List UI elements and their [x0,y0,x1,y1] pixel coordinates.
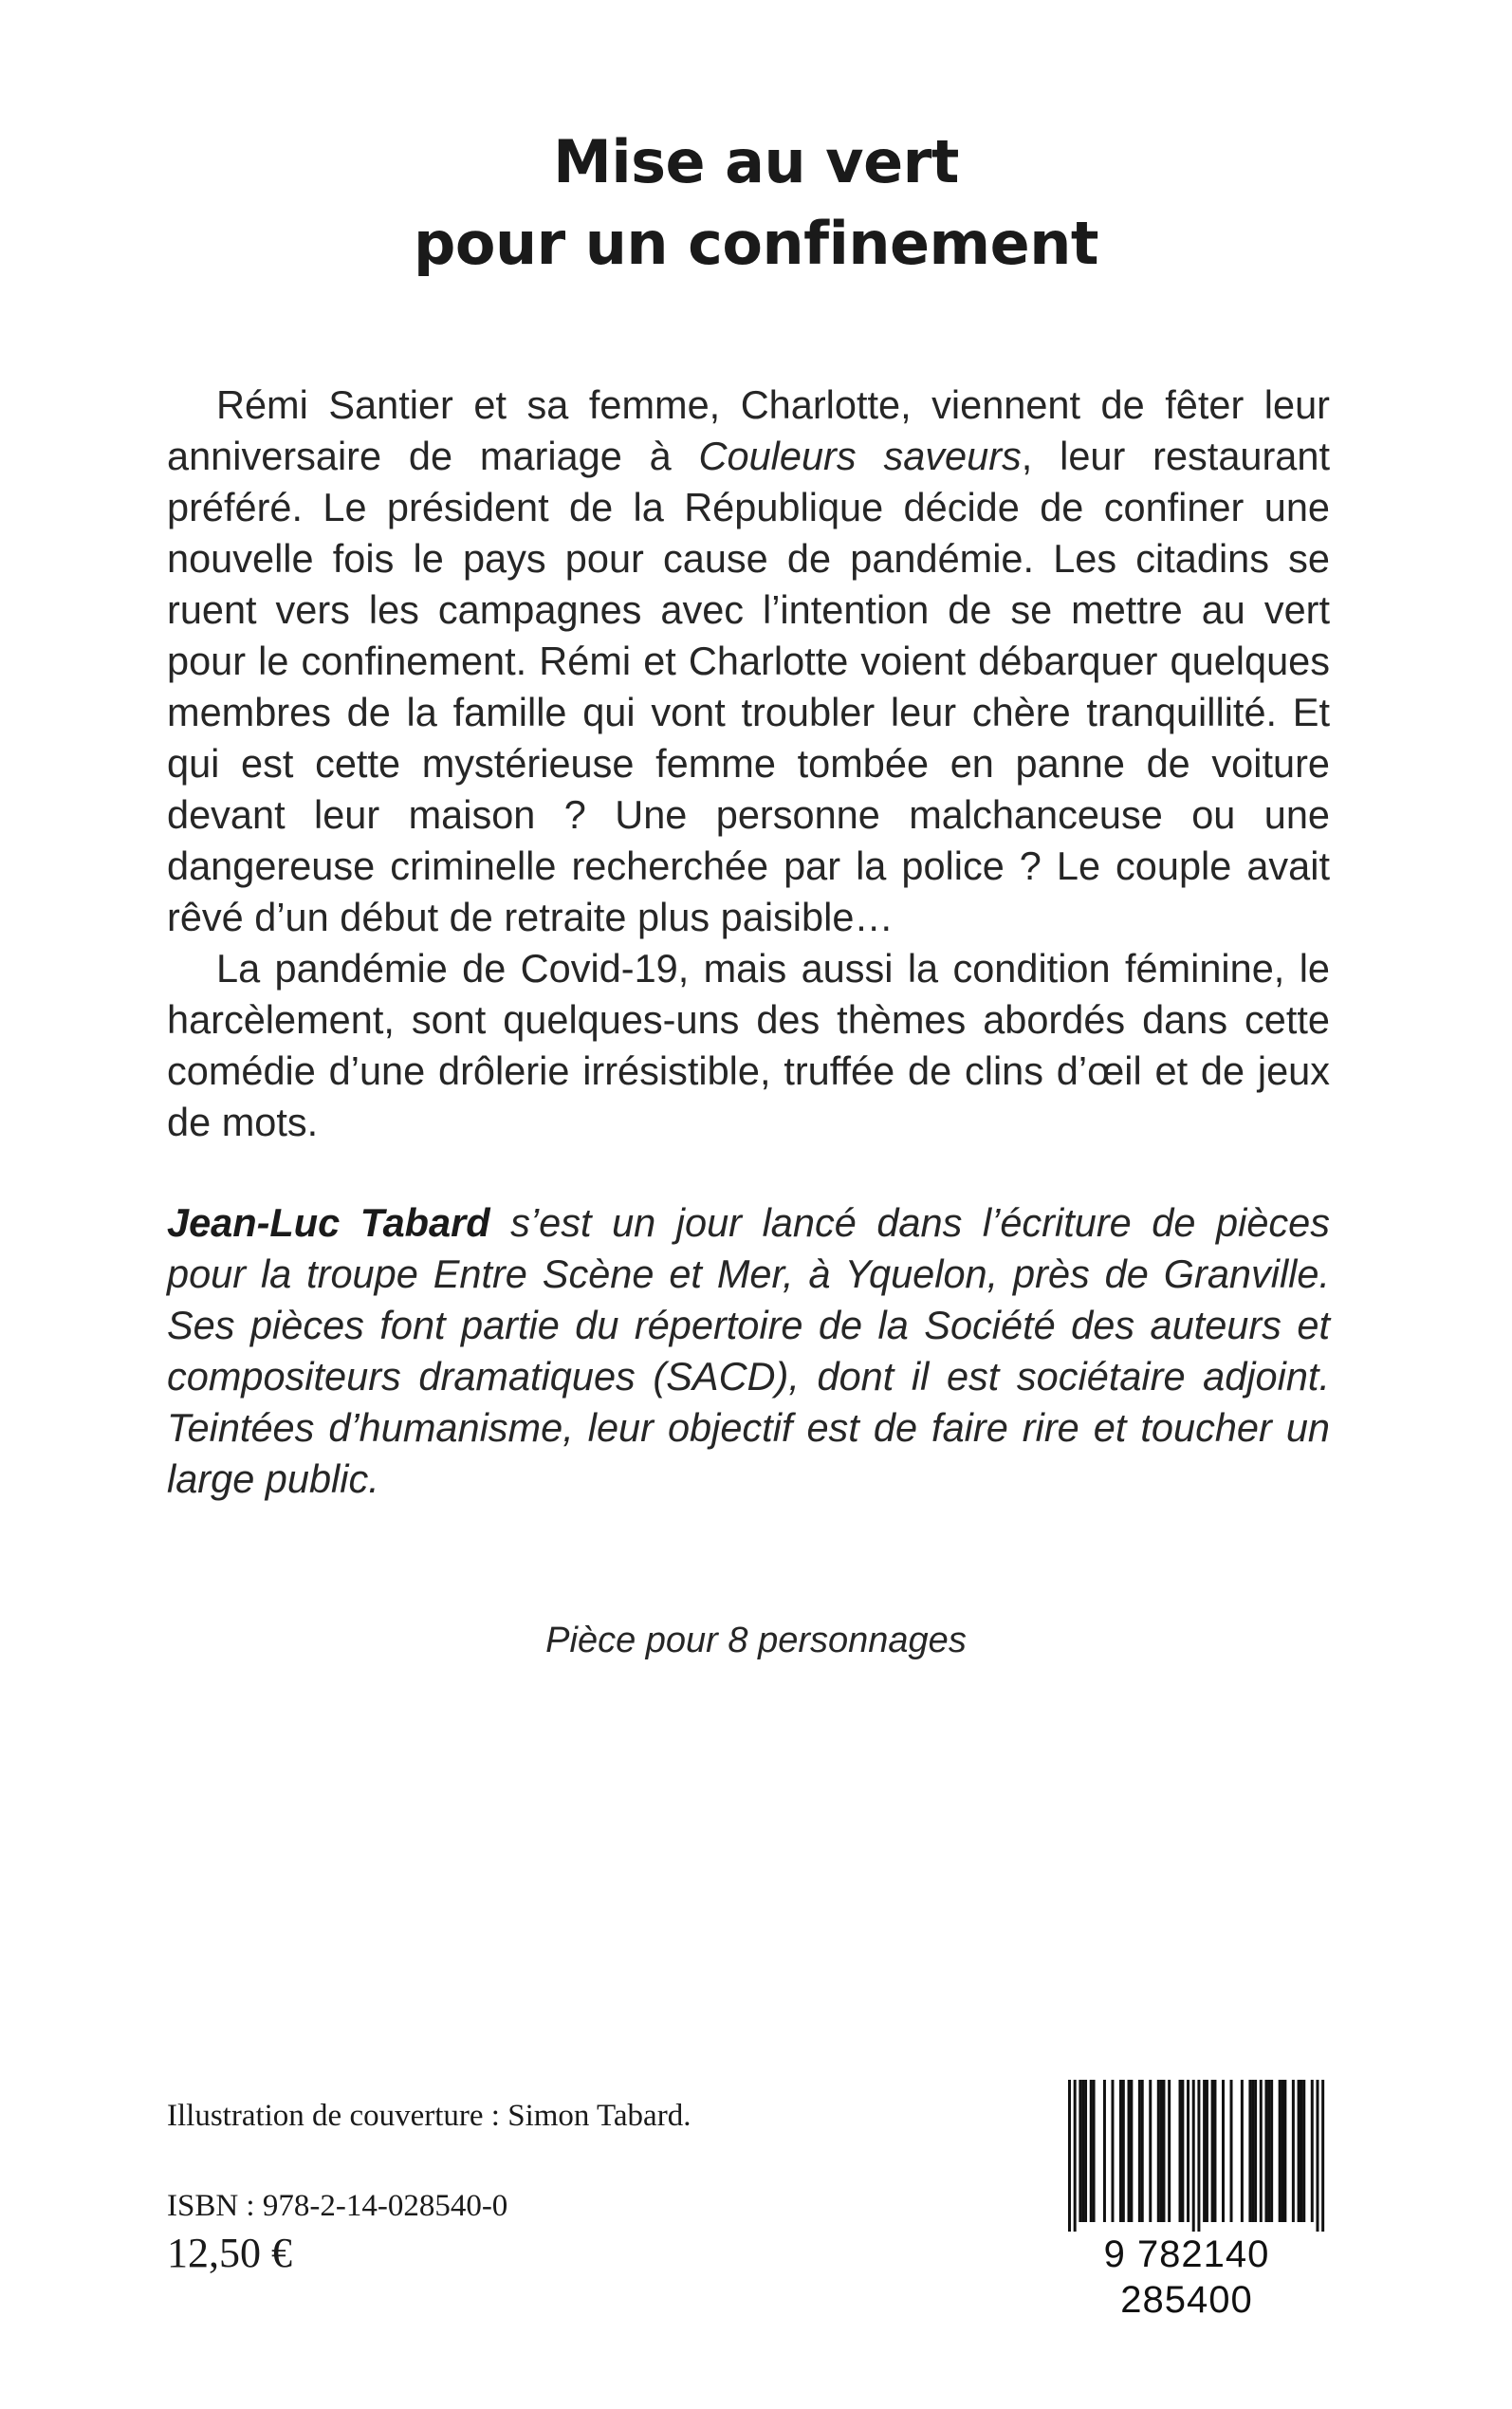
cover-credit: Illustration de couverture : Simon Tabard. [167,2099,691,2133]
barcode-digits: 9 782140 285400 [1103,2233,1270,2321]
barcode-bar [1168,2080,1171,2222]
barcode-bar [1241,2080,1244,2222]
barcode-bar [1264,2080,1267,2222]
barcode-bar [1160,2080,1163,2222]
author-bio-text: s’est un jour lancé dans l’écriture de pièces pour la troupe Entre Scène et Mer, à Yquelon, près de Granville. Ses pièces font partie du répertoire de la Société des auteurs et compositeurs dramatiques (SACD), dont il est sociétaire adjoint. Teintées d’humanisme, leur objectif est de faire rire et toucher un large public. [167,1200,1331,1501]
barcode-bar [1270,2080,1273,2222]
barcode-bar [1300,2080,1302,2222]
barcode-bar [1302,2080,1305,2222]
barcode-bar [1111,2080,1114,2222]
synopsis [167,380,1330,1148]
price: 12,50 € [167,2230,292,2276]
barcode-guard-bar [1074,2080,1077,2232]
barcode-bar [1157,2080,1160,2222]
barcode [1043,2080,1330,2321]
barcode-bar [1090,2080,1093,2222]
barcode-bar [1149,2080,1152,2222]
barcode-bar [1292,2080,1295,2222]
barcode-guard-bar [1316,2080,1318,2232]
barcode-bar [1179,2080,1182,2222]
barcode-bar [1122,2080,1125,2222]
barcode-bar [1254,2080,1257,2222]
title-line-1: Mise au vert [553,127,959,196]
barcode-bar [1128,2080,1131,2222]
barcode-bar [1311,2080,1314,2222]
title-line-2: pour un confinement [414,209,1098,278]
synopsis-paragraph-1: Rémi Santier et sa femme, Charlotte, viennent de fêter leur anniversaire de mariage à Couleurs saveurs, leur restaurant préféré. Le président de la République décide de confiner une nouvelle fois le pays pour cause de pandémie. Les citadins se ruent vers les campagnes avec l’intention de se mettre au vert pour le confinement. Rémi et Charlotte voient débarquer quelques membres de la famille qui vont troubler leur chère tranquillité. Et qui est cette mystérieuse femme tombée en panne de voiture devant leur maison ? Une personne malchanceuse ou une dangereuse criminelle recherchée par la police ? Le couple avait rêvé d’un début de retraite plus paisible… [167,382,1330,939]
book-title [0,121,1512,285]
barcode-bar [1081,2080,1084,2222]
barcode-bar [1138,2080,1141,2222]
barcode-bar [1206,2080,1208,2222]
barcode-bar [1267,2080,1270,2222]
barcode-bar [1282,2080,1284,2222]
barcode-bar [1093,2080,1096,2222]
barcode-bar [1211,2080,1214,2222]
barcode-bar [1187,2080,1189,2222]
barcode-bar [1119,2080,1122,2222]
barcode-bar [1298,2080,1300,2222]
barcode-bar [1079,2080,1081,2222]
barcode-bar [1279,2080,1282,2222]
barcode-guard-bar [1192,2080,1195,2232]
barcode-bars [1043,2080,1330,2232]
barcode-bar [1283,2080,1286,2222]
barcode-bar [1103,2080,1106,2222]
barcode-bar [1162,2080,1165,2222]
barcode-bar [1203,2080,1206,2222]
author-bio [167,1197,1330,1505]
cast-note: Pièce pour 8 personnages [545,1621,967,1660]
barcode-bar [1130,2080,1133,2222]
author-name: Jean-Luc Tabard [167,1200,490,1245]
barcode-bar [1248,2080,1251,2222]
barcode-bar [1213,2080,1216,2222]
barcode-bar [1141,2080,1144,2222]
barcode-bar [1260,2080,1263,2222]
barcode-bar [1230,2080,1233,2222]
restaurant-name: Couleurs saveurs [698,434,1022,478]
barcode-bar [1222,2080,1225,2222]
barcode-bar [1181,2080,1184,2222]
synopsis-paragraph-2: La pandémie de Covid-19, mais aussi la condition féminine, le harcèlement, sont quelques-uns des thèmes abordés dans cette comédie d’une drôlerie irrésistible, truffée de clins d’œil et de jeux de mots. [167,946,1330,1144]
barcode-bar [1251,2080,1254,2222]
barcode-guard-bar [1197,2080,1200,2232]
barcode-bar [1084,2080,1087,2222]
isbn: ISBN : 978-2-14-028540-0 [167,2189,508,2223]
barcode-guard-bar [1068,2080,1071,2232]
barcode-guard-bar [1321,2080,1324,2232]
